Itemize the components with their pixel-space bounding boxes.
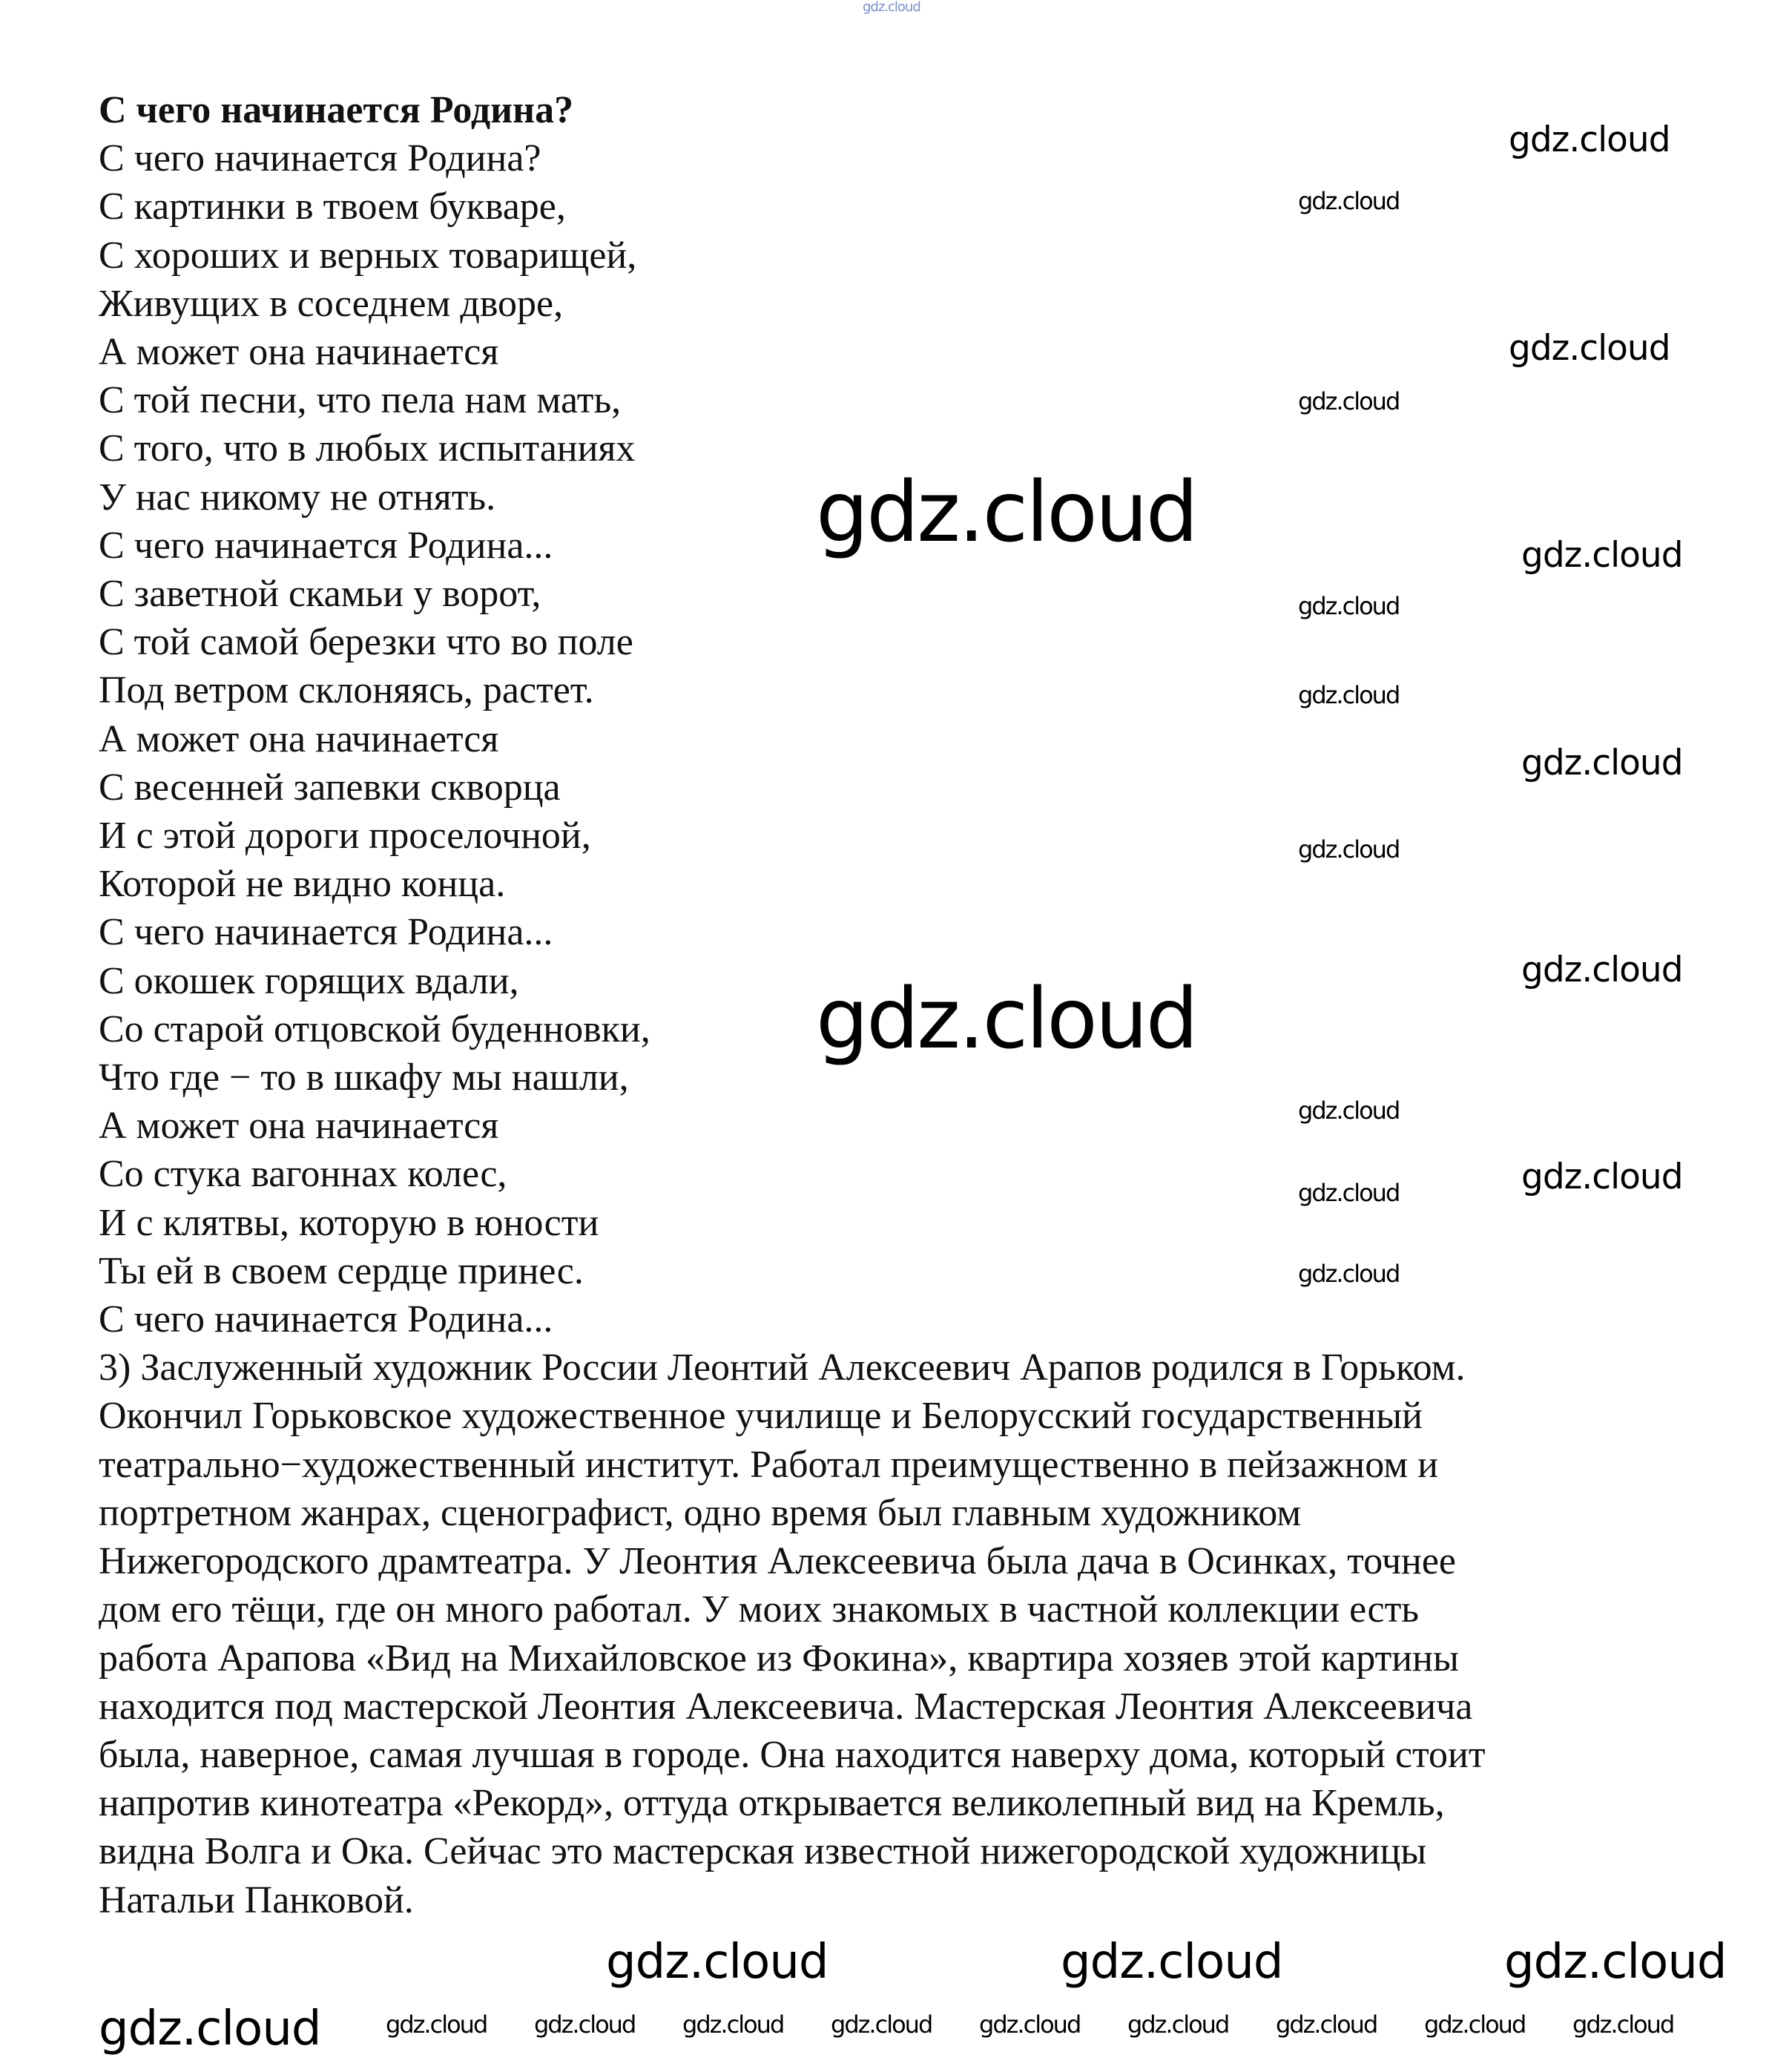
poem-line: С той самой березки что во поле [99, 621, 633, 664]
poem-line: И с клятвы, которую в юности [99, 1201, 599, 1244]
poem-line: Что где − то в шкафу мы нашли, [99, 1056, 629, 1099]
watermark-text: gdz.cloud [816, 464, 1196, 561]
paragraph-line: Окончил Горьковское художественное училище и Белорусский государственный [99, 1395, 1423, 1438]
watermark-text: gdz.cloud [816, 971, 1196, 1068]
watermark-text: gdz.cloud [1424, 2010, 1526, 2039]
watermark-text: gdz.cloud [1521, 950, 1683, 990]
watermark-text: gdz.cloud [386, 2010, 487, 2039]
poem-line: С хороших и верных товарищей, [99, 234, 637, 277]
watermark-text: gdz.cloud [1298, 681, 1400, 709]
watermark-text: gdz.cloud [99, 2002, 321, 2056]
poem-line: С весенней запевки скворца [99, 766, 561, 809]
poem-line: С заветной скамьи у ворот, [99, 573, 541, 616]
paragraph-line: Нижегородского драмтеатра. У Леонтия Алексеевича была дача в Осинках, точнее [99, 1540, 1456, 1583]
watermark-text: gdz.cloud [1509, 328, 1670, 369]
paragraph-line: была, наверное, самая лучшая в городе. Она находится наверху дома, который стоит [99, 1733, 1486, 1776]
document-body [99, 86, 1486, 1924]
poem-line: Ты ей в своем сердце принес. [99, 1249, 584, 1292]
paragraph-line: театрально−художественный институт. Работал преимущественно в пейзажном и [99, 1443, 1438, 1486]
poem-line: С той песни, что пела нам мать, [99, 379, 622, 422]
watermark-text: gdz.cloud [863, 0, 920, 15]
poem-line: С того, что в любых испытаниях [99, 427, 636, 470]
poem-line: С чего начинается Родина... [99, 524, 553, 567]
poem-line: Со стука вагоннах колес, [99, 1153, 507, 1196]
poem [99, 134, 1486, 1343]
poem-line: И с этой дороги проселочной, [99, 815, 591, 858]
watermark-text: gdz.cloud [1298, 387, 1400, 415]
watermark-text: gdz.cloud [979, 2010, 1081, 2039]
watermark-text: gdz.cloud [831, 2010, 932, 2039]
poem-line: Под ветром склоняясь, растет. [99, 669, 594, 712]
poem-line: С картинки в твоем букваре, [99, 185, 566, 228]
paragraph-line: портретном жанрах, сценографист, одно время был главным художником [99, 1491, 1302, 1534]
watermark-text: gdz.cloud [1521, 535, 1683, 576]
answer-paragraph [99, 1343, 1486, 1924]
watermark-text: gdz.cloud [1572, 2010, 1674, 2039]
paragraph-line: 3) Заслуженный художник России Леонтий Алексеевич Арапов родился в Горьком. [99, 1346, 1466, 1389]
watermark-text: gdz.cloud [534, 2010, 636, 2039]
poem-line: Которой не видно конца. [99, 863, 506, 906]
watermark-text: gdz.cloud [1276, 2010, 1377, 2039]
poem-line: Живущих в соседнем дворе, [99, 282, 564, 325]
poem-title: С чего начинается Родина? [99, 89, 574, 131]
poem-line: С чего начинается Родина? [99, 137, 541, 180]
watermark-text: gdz.cloud [606, 1935, 829, 1990]
poem-line: С окошек горящих вдали, [99, 959, 519, 1002]
watermark-text: gdz.cloud [1127, 2010, 1229, 2039]
watermark-text: gdz.cloud [1509, 119, 1670, 160]
poem-line: Со старой отцовской буденновки, [99, 1007, 650, 1050]
paragraph-line: напротив кинотеатра «Рекорд», оттуда открывается великолепный вид на Кремль, [99, 1782, 1445, 1825]
watermark-text: gdz.cloud [1298, 1179, 1400, 1207]
paragraph-line: работа Арапова «Вид на Михайловское из Фокина», квартира хозяев этой картины [99, 1637, 1459, 1680]
watermark-text: gdz.cloud [1298, 592, 1400, 620]
poem-line: А может она начинается [99, 1105, 499, 1148]
poem-line: С чего начинается Родина... [99, 1298, 553, 1341]
watermark-text: gdz.cloud [1298, 835, 1400, 864]
watermark-text: gdz.cloud [1504, 1935, 1727, 1990]
watermark-text: gdz.cloud [1298, 1096, 1400, 1125]
poem-line: У нас никому не отнять. [99, 476, 496, 519]
watermark-text: gdz.cloud [1298, 1260, 1400, 1288]
poem-line: А может она начинается [99, 331, 499, 374]
watermark-text: gdz.cloud [1521, 743, 1683, 783]
poem-line: С чего начинается Родина... [99, 911, 553, 954]
paragraph-line: видна Волга и Ока. Сейчас это мастерская известной нижегородской художницы [99, 1830, 1427, 1873]
watermark-text: gdz.cloud [1061, 1935, 1283, 1990]
poem-line: А может она начинается [99, 717, 499, 760]
watermark-text: gdz.cloud [1521, 1157, 1683, 1197]
paragraph-line: находится под мастерской Леонтия Алексеевича. Мастерская Леонтия Алексеевича [99, 1685, 1473, 1728]
watermark-text: gdz.cloud [1298, 187, 1400, 215]
paragraph-line: дом его тёщи, где он много работал. У моих знакомых в частной коллекции есть [99, 1588, 1420, 1631]
paragraph-line: Натальи Панковой. [99, 1878, 414, 1921]
watermark-text: gdz.cloud [682, 2010, 784, 2039]
